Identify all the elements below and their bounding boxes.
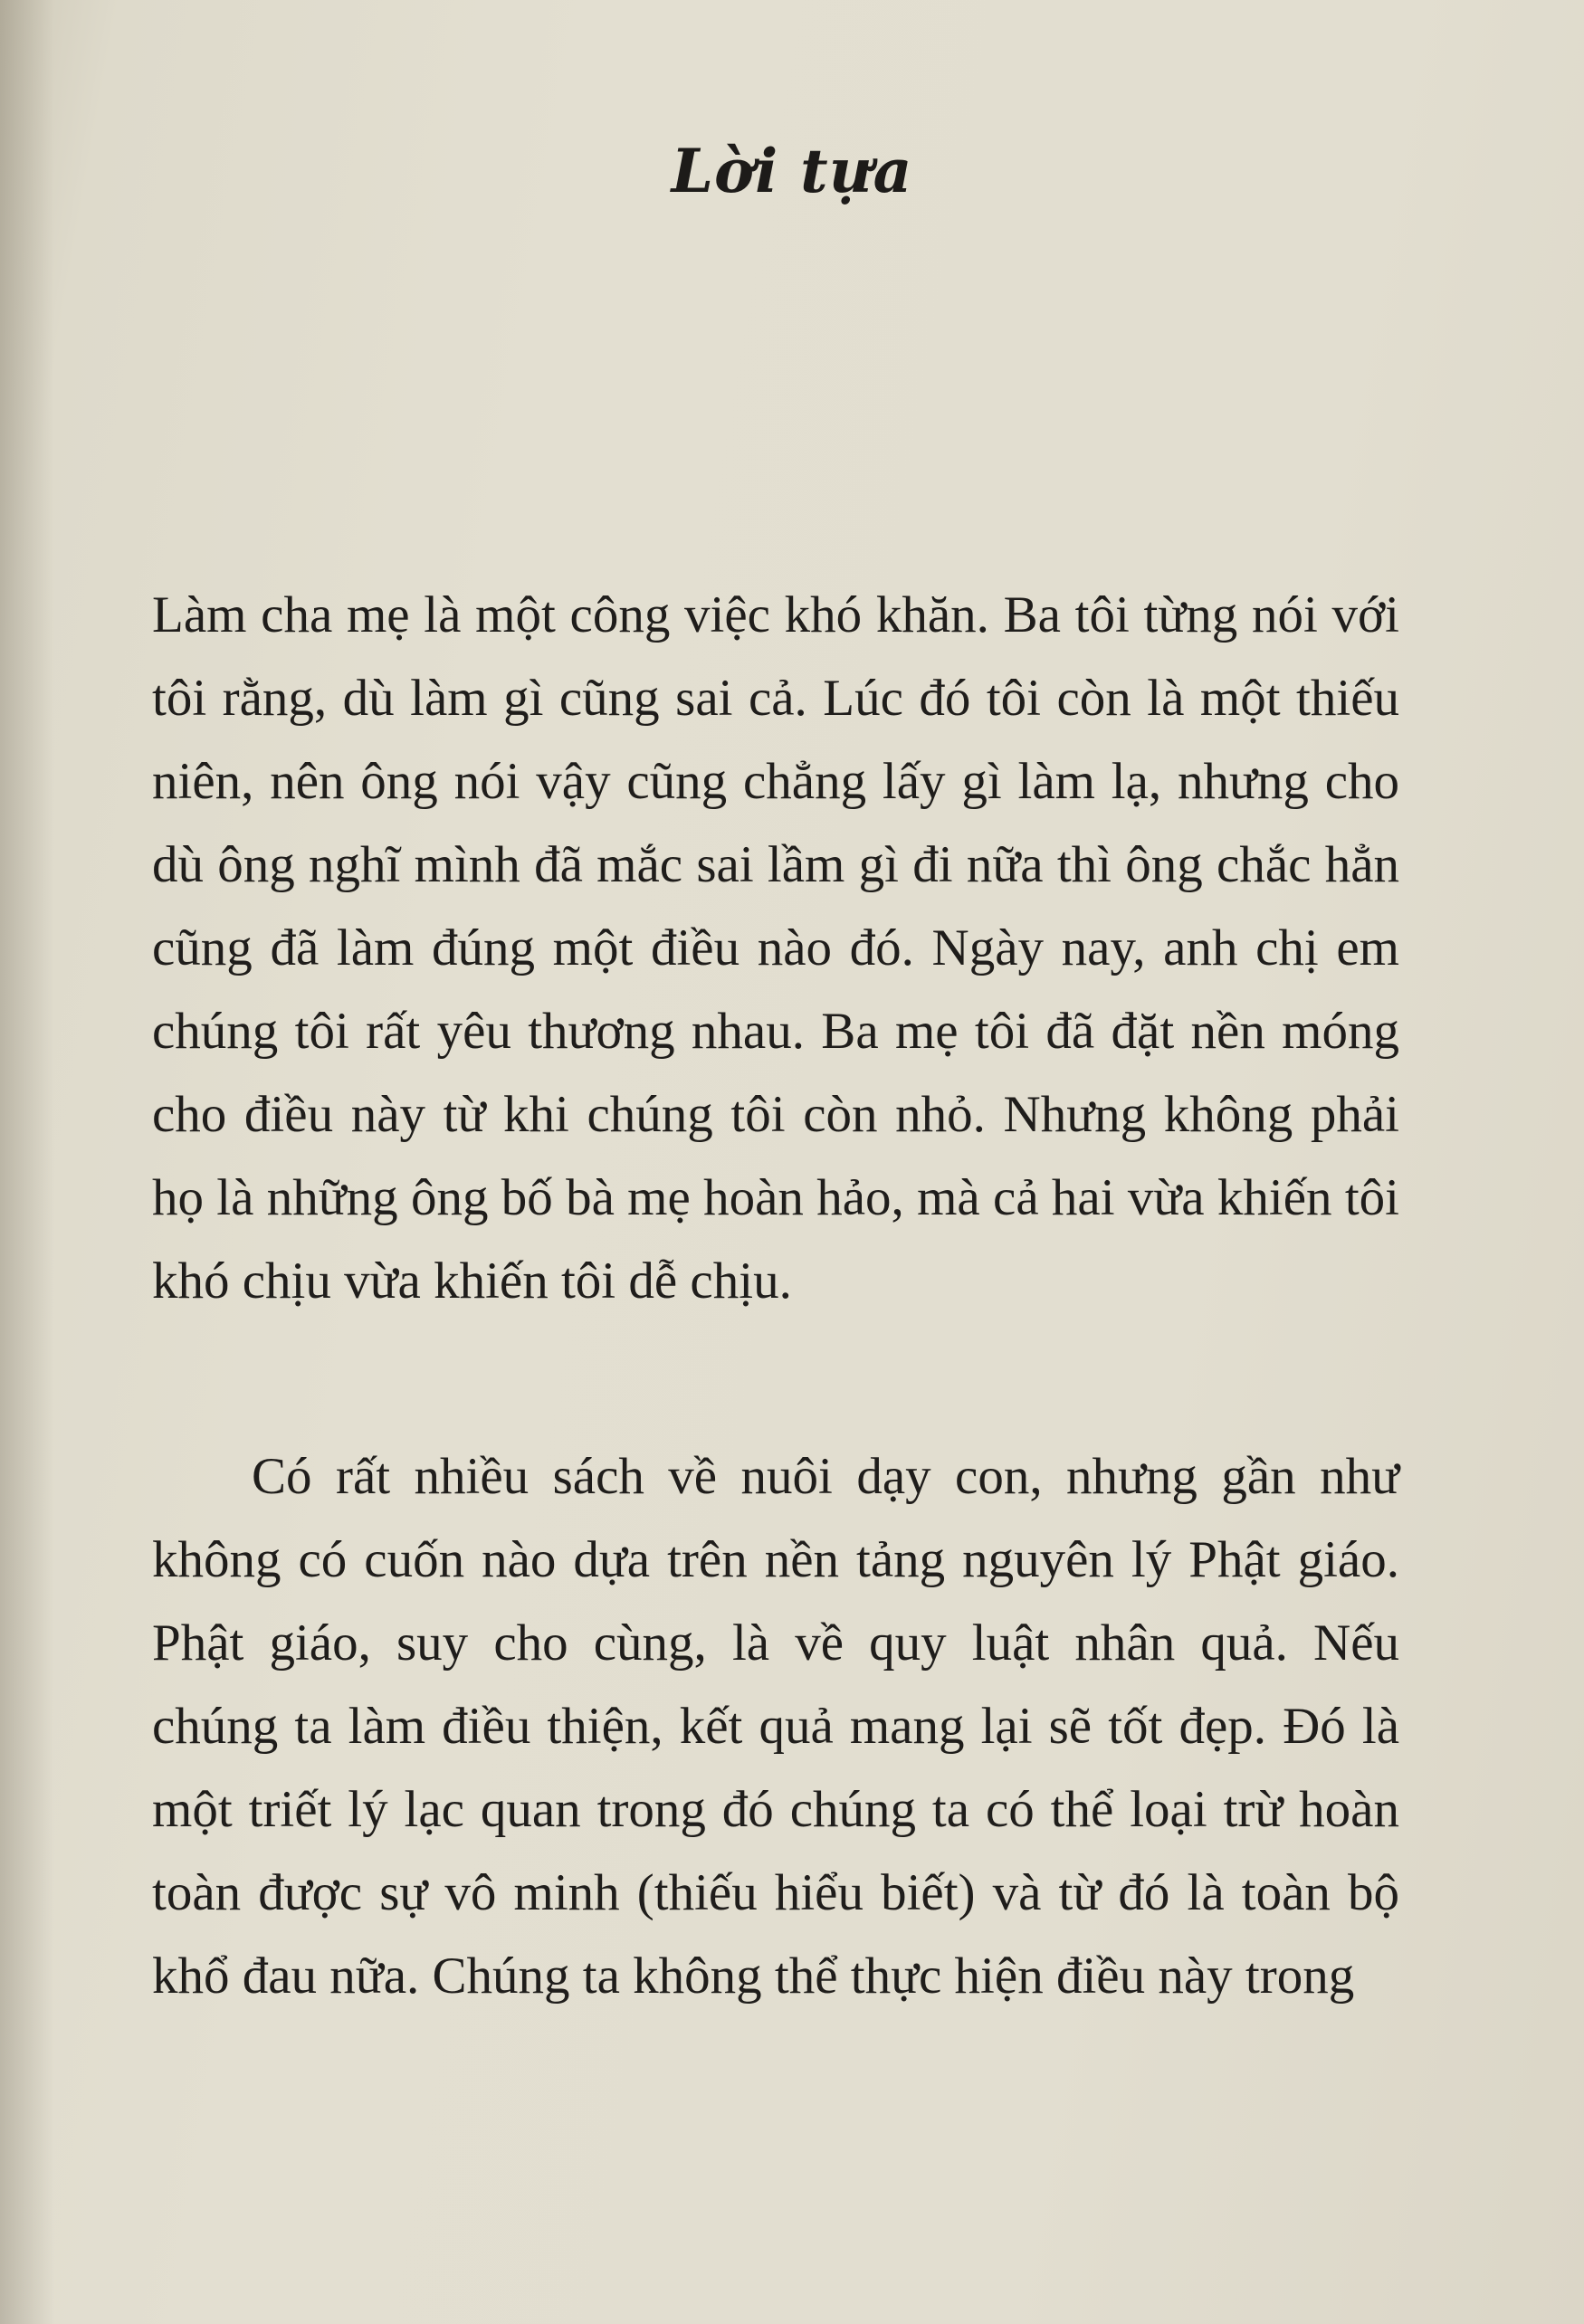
paragraph-2: Có rất nhiều sách về nuôi dạy con, nhưng gần như không có cuốn nào dựa trên nền tảng nguyên lý Phật giáo. Phật giáo, suy cho cùng, là về quy luật nhân quả. Nếu chúng ta làm điều thiện, kết quả mang lại sẽ tốt đẹp. Đó là một triết lý lạc quan trong đó chúng ta có thể loại trừ hoàn toàn được sự vô minh (thiếu hiểu biết) và từ đó là toàn bộ khổ đau nữa. Chúng ta không thể thực hiện điều này trong: [152, 1448, 1399, 2005]
paragraph-1: Làm cha mẹ là một công việc khó khăn. Ba tôi từng nói với tôi rằng, dù làm gì cũng sai cả. Lúc đó tôi còn là một thiếu niên, nên ông nói vậy cũng chẳng lấy gì làm lạ, nhưng cho dù ông nghĩ mình đã mắc sai lầm gì đi nữa thì ông chắc hẳn cũng đã làm đúng một điều nào đó. Ngày nay, anh chị em chúng tôi rất yêu thương nhau. Ba mẹ tôi đã đặt nền móng cho điều này từ khi chúng tôi còn nhỏ. Nhưng không phải họ là những ông bố bà mẹ hoàn hảo, mà cả hai vừa khiến tôi khó chịu vừa khiến tôi dễ chịu.: [152, 586, 1399, 1310]
page-title: Lời tựa: [671, 136, 913, 206]
page-gutter-shadow: [0, 0, 54, 2324]
